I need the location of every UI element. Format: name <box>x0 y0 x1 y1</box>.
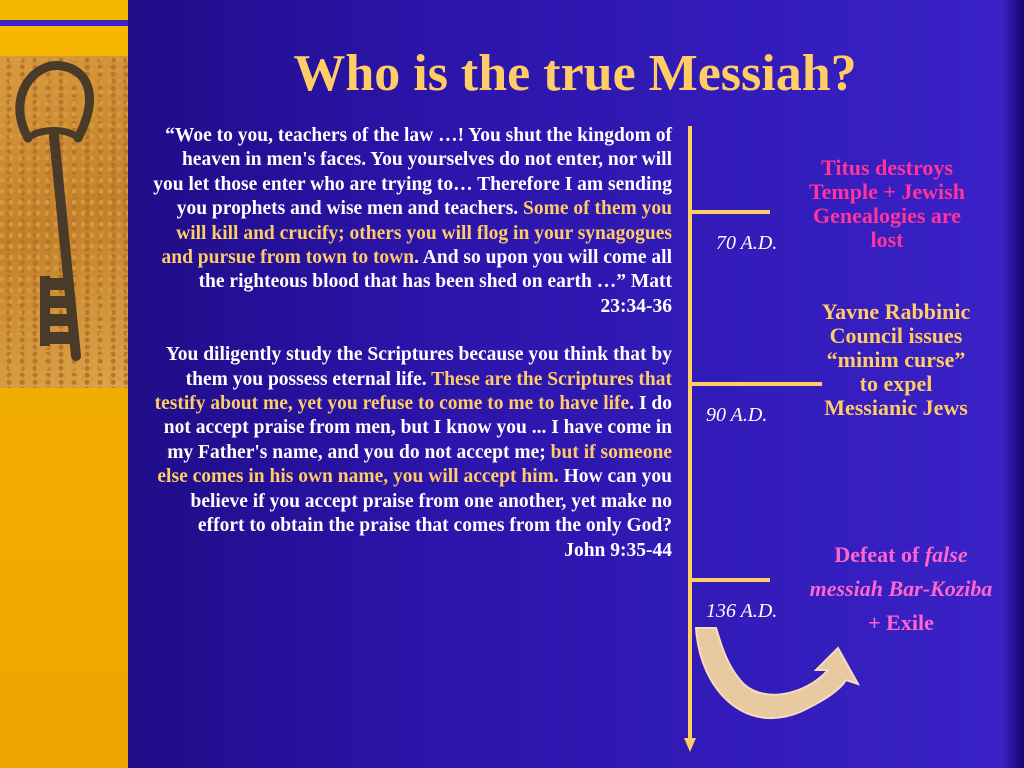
quote-john-highlight-1: These are the Scriptures that testify about me, yet you refuse to come to me to have life <box>154 368 672 415</box>
timeline-date-136: 136 A.D. <box>706 600 778 622</box>
timeline-event-90: Yavne Rabbinic Council issues “minim curse” to expel Messianic Jews <box>821 299 971 420</box>
event-136-post: + Exile <box>868 610 934 635</box>
quote-matthew-highlight: Some of them you will kill and crucify; others you will flog in your synagogues and pursue from town to town <box>161 198 672 269</box>
timeline-arrowhead <box>684 738 696 752</box>
timeline-date-70: 70 A.D. <box>716 232 778 254</box>
page-title: Who is the true Messiah? <box>293 45 857 102</box>
quote-matthew-text: “Woe to you, teachers of the law …! You shut the kingdom of heaven in men's faces. You yourselves do not enter, nor will you let those enter who are trying to… Therefore I am sending you prophets and wise men and teachers. <box>153 125 672 220</box>
quote-matthew-text-end: . And so upon you will come all the righteous blood that has been shed on earth …” Matt 23:34-36 <box>198 247 672 317</box>
curved-arrow-icon <box>696 628 858 718</box>
quote-john-highlight-2: but if someone else comes in his own name, you will accept him. <box>157 441 672 488</box>
quote-john-text: You diligently study the Scriptures because you think that by them you possess eternal life. <box>165 344 672 390</box>
quote-john-text-mid: . I do not accept praise from men, but I know you ... I have come in my Father's name, and you do not accept me; <box>163 393 672 463</box>
quote-john-text-end: How can you believe if you accept praise from one another, yet make no effort to obtain the praise that comes from the only God? <box>190 466 672 537</box>
event-136-pre: Defeat of <box>834 542 925 567</box>
quote-john-reference: John 9:35-44 <box>564 539 672 561</box>
timeline-date-90: 90 A.D. <box>706 404 768 426</box>
timeline-event-136 <box>806 538 996 640</box>
event-136-italic: false messiah Bar-Koziba <box>809 542 993 601</box>
timeline-event-70: Titus destroys Temple + Jewish Genealogies are lost <box>809 155 965 252</box>
